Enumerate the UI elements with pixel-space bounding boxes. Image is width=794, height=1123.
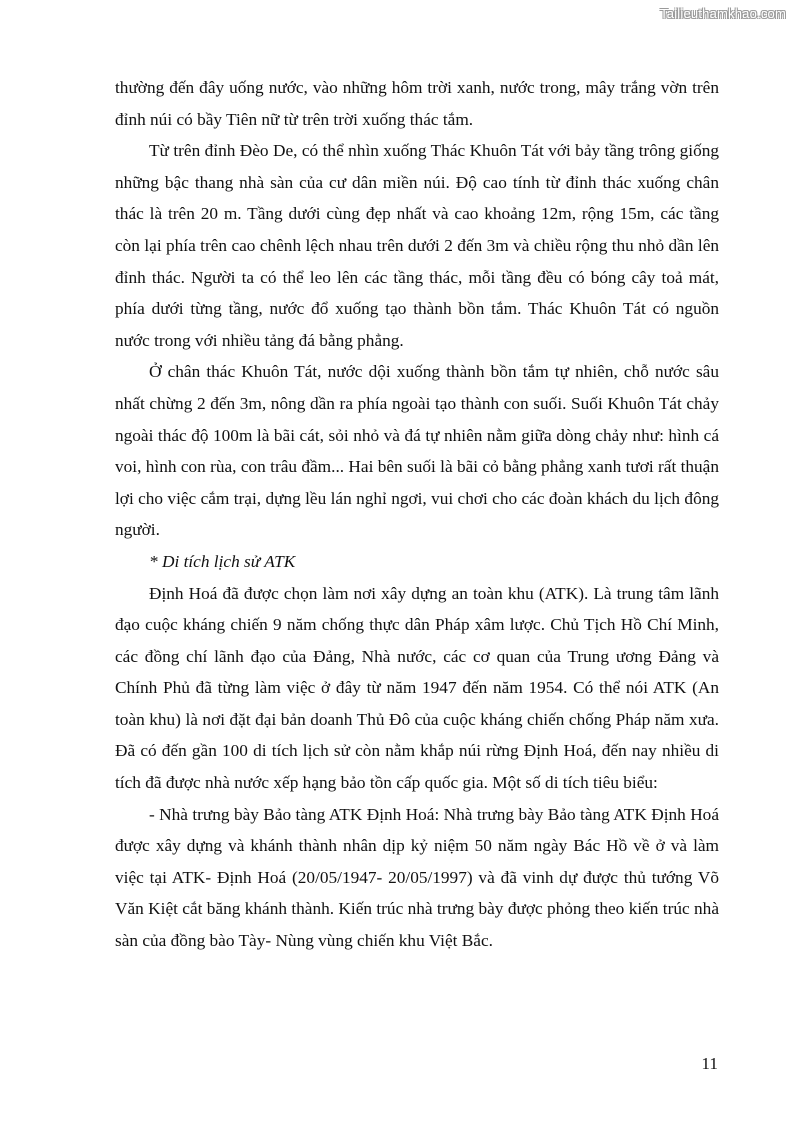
page-number: 11 [701,1054,718,1073]
paragraph-thac-khuon-tat-tiers: Từ trên đỉnh Đèo De, có thể nhìn xuống Thác Khuôn Tát với bảy tầng trông giống những bậc thang nhà sàn của cư dân miền núi. Độ cao tính từ đỉnh thác xuống chân thác là trên 20 m. Tầng dưới cùng đẹp nhất và cao khoảng 12m, rộng 15m, các tầng còn lại phía trên cao chênh lệch nhau trên dưới 2 đến 3m và chiều rộng thu nhỏ dần lên đỉnh thác. Người ta có thể leo lên các tầng thác, mỗi tầng đều có bóng cây toả mát, phía dưới từng tầng, nước đổ xuống tạo thành bồn tắm. Thác Khuôn Tát có nguồn nước trong với nhiều tảng đá bằng phẳng. [115,141,719,350]
watermark: Tailieuthamkhao.com [660,6,786,21]
document-body [115,72,719,957]
paragraph-thac-khuon-tat-base: Ở chân thác Khuôn Tát, nước dội xuống thành bồn tắm tự nhiên, chỗ nước sâu nhất chừng 2 đến 3m, nông dần ra phía ngoài tạo thành con suối. Suối Khuôn Tát chảy ngoài thác độ 100m là bãi cát, sỏi nhỏ và đá tự nhiên nằm giữa dòng chảy như: hình cá voi, hình con rùa, con trâu đầm... Hai bên suối là bãi cỏ bằng phẳng xanh tươi rất thuận lợi cho việc cắm trại, dựng lều lán nghỉ ngơi, vui chơi cho các đoàn khách du lịch đông người. [115,362,719,540]
paragraph-continuation: thường đến đây uống nước, vào những hôm trời xanh, nước trong, mây trắng vờn trên đỉnh núi có bầy Tiên nữ từ trên trời xuống thác tắm. [115,78,719,129]
section-heading-atk: * Di tích lịch sử ATK [149,551,296,571]
paragraph-atk-history: Định Hoá đã được chọn làm nơi xây dựng an toàn khu (ATK). Là trung tâm lãnh đạo cuộc kháng chiến 9 năm chống thực dân Pháp xâm lược. Chủ Tịch Hồ Chí Minh, các đồng chí lãnh đạo của Đảng, Nhà nước, các cơ quan của Trung ương Đảng và Chính Phủ đã từng làm việc ở đây từ năm 1947 đến năm 1954. Có thể nói ATK (An toàn khu) là nơi đặt đại bản doanh Thủ Đô của cuộc kháng chiến chống Pháp năm xưa. Đã có đến gần 100 di tích lịch sử còn nằm khắp núi rừng Định Hoá, đến nay nhiều di tích đã được nhà nước xếp hạng bảo tồn cấp quốc gia. Một số di tích tiêu biểu: [115,583,719,793]
paragraph-atk-museum: - Nhà trưng bày Bảo tàng ATK Định Hoá: Nhà trưng bày Bảo tàng ATK Định Hoá được xây dựng và khánh thành nhân dịp kỷ niệm 50 năm ngày Bác Hồ về ở và làm việc tại ATK- Định Hoá (20/05/1947- 20/05/1997) và đã vinh dự được thủ tướng Võ Văn Kiệt cắt băng khánh thành. Kiến trúc nhà trưng bày được phỏng theo kiến trúc nhà sàn của đồng bào Tày- Nùng vùng chiến khu Việt Bắc. [115,804,719,951]
